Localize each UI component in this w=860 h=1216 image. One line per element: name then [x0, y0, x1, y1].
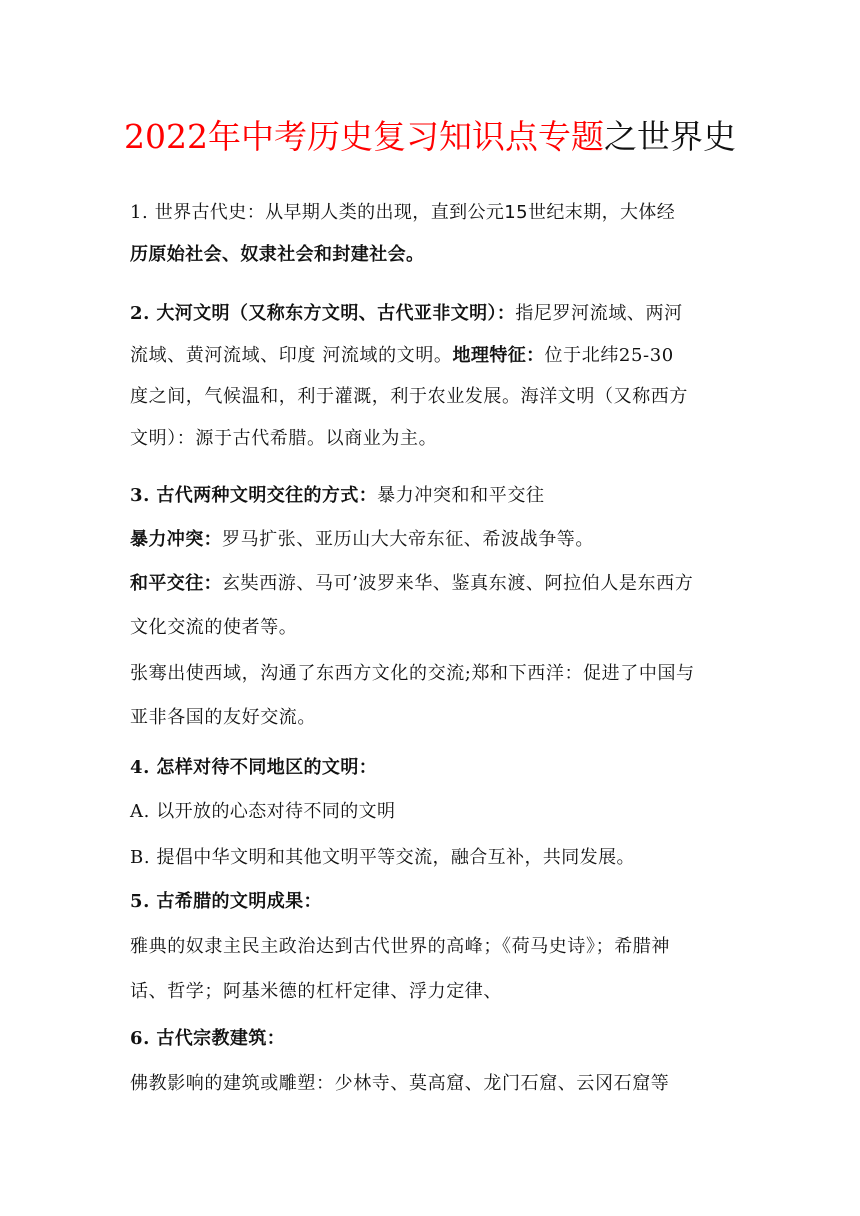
item-a-label: A. — [130, 801, 150, 822]
section-2-line-2 — [130, 341, 740, 371]
section-5-line-2: 雅典的奴隶主民主政治达到古代世界的高峰；《荷马史诗》；希腊神 — [130, 936, 670, 957]
section-3-line-1 — [130, 481, 740, 511]
section-5-number: 5. — [130, 891, 150, 912]
section-3-number: 3. — [130, 485, 150, 506]
section-1-line-2: 历原始社会、奴隶社会和封建社会。 — [130, 244, 425, 265]
section-4-number: 4. — [130, 757, 150, 778]
section-3-heading: 古代两种文明交往的方式： — [156, 485, 378, 506]
zhangqian-line-2: 亚非各国的友好交流。 — [130, 707, 316, 728]
peaceful-exchange-text-1: 玄奘西游、马可’波罗来华、鉴真东渡、阿拉伯人是东西方 — [222, 573, 694, 594]
violent-conflict-line — [130, 525, 740, 555]
section-2-text-1: 指尼罗河流域、两河 — [515, 303, 683, 324]
section-4-item-a — [130, 797, 740, 827]
section-5-line-3: 话、哲学；阿基米德的杠杆定律、浮力定律、 — [130, 981, 502, 1002]
title-black-part: 之世界史 — [603, 117, 736, 156]
section-4-line-1 — [130, 753, 740, 783]
section-2-text-2a: 流域、黄河流域、印度 河流域的文明。 — [130, 345, 453, 366]
section-4-item-b — [130, 843, 740, 873]
section-4-heading: 怎样对待不同地区的文明： — [156, 757, 378, 778]
section-2-text-2b: 位于北纬25-30 — [544, 345, 674, 366]
section-3-text: 暴力冲突和和平交往 — [377, 485, 545, 506]
violent-conflict-label: 暴力冲突： — [130, 529, 222, 550]
zhangqian-line-1: 张骞出使西域，沟通了东西方文化的交流;郑和下西洋：促进了中国与 — [130, 663, 695, 684]
title-red-part: 2022年中考历史复习知识点专题 — [124, 117, 604, 156]
violent-conflict-text: 罗马扩张、亚历山大大帝东征、希波战争等。 — [222, 529, 594, 550]
section-6-line-1 — [130, 1024, 740, 1054]
section-6-line-2: 佛教影响的建筑或雕塑：少林寺、莫高窟、龙门石窟、云冈石窟等 — [130, 1073, 670, 1094]
peaceful-exchange-line-2: 文化交流的使者等。 — [130, 617, 298, 638]
section-5-heading: 古希腊的文明成果： — [156, 891, 322, 912]
item-b-label: B. — [130, 847, 151, 868]
peaceful-exchange-line-1 — [130, 569, 740, 599]
section-2-line-1 — [130, 299, 740, 329]
peaceful-exchange-label: 和平交往： — [130, 573, 222, 594]
section-2-line-3: 度之间，气候温和，利于灌溉，利于农业发展。海洋文明（又称西方 — [130, 386, 688, 407]
geo-feature-label: 地理特征： — [452, 345, 545, 366]
item-b-text: 提倡中华文明和其他文明平等交流，融合互补，共同发展。 — [156, 847, 635, 868]
section-6-heading: 古代宗教建筑： — [156, 1028, 286, 1049]
page-title — [0, 112, 860, 162]
section-1-number: 1. — [130, 202, 149, 223]
item-a-text: 以开放的心态对待不同的文明 — [156, 801, 396, 822]
section-1-text-1: 世界古代史：从早期人类的出现，直到公元15世纪末期，大体经 — [154, 202, 676, 223]
section-2-number: 2. — [130, 303, 150, 324]
section-5-line-1 — [130, 887, 740, 917]
section-2-line-4: 文明）：源于古代希腊。以商业为主。 — [130, 428, 438, 449]
section-2-heading: 大河文明（又称东方文明、古代亚非文明）： — [156, 303, 516, 324]
section-1-line-1 — [130, 198, 740, 228]
section-6-number: 6. — [130, 1028, 150, 1049]
